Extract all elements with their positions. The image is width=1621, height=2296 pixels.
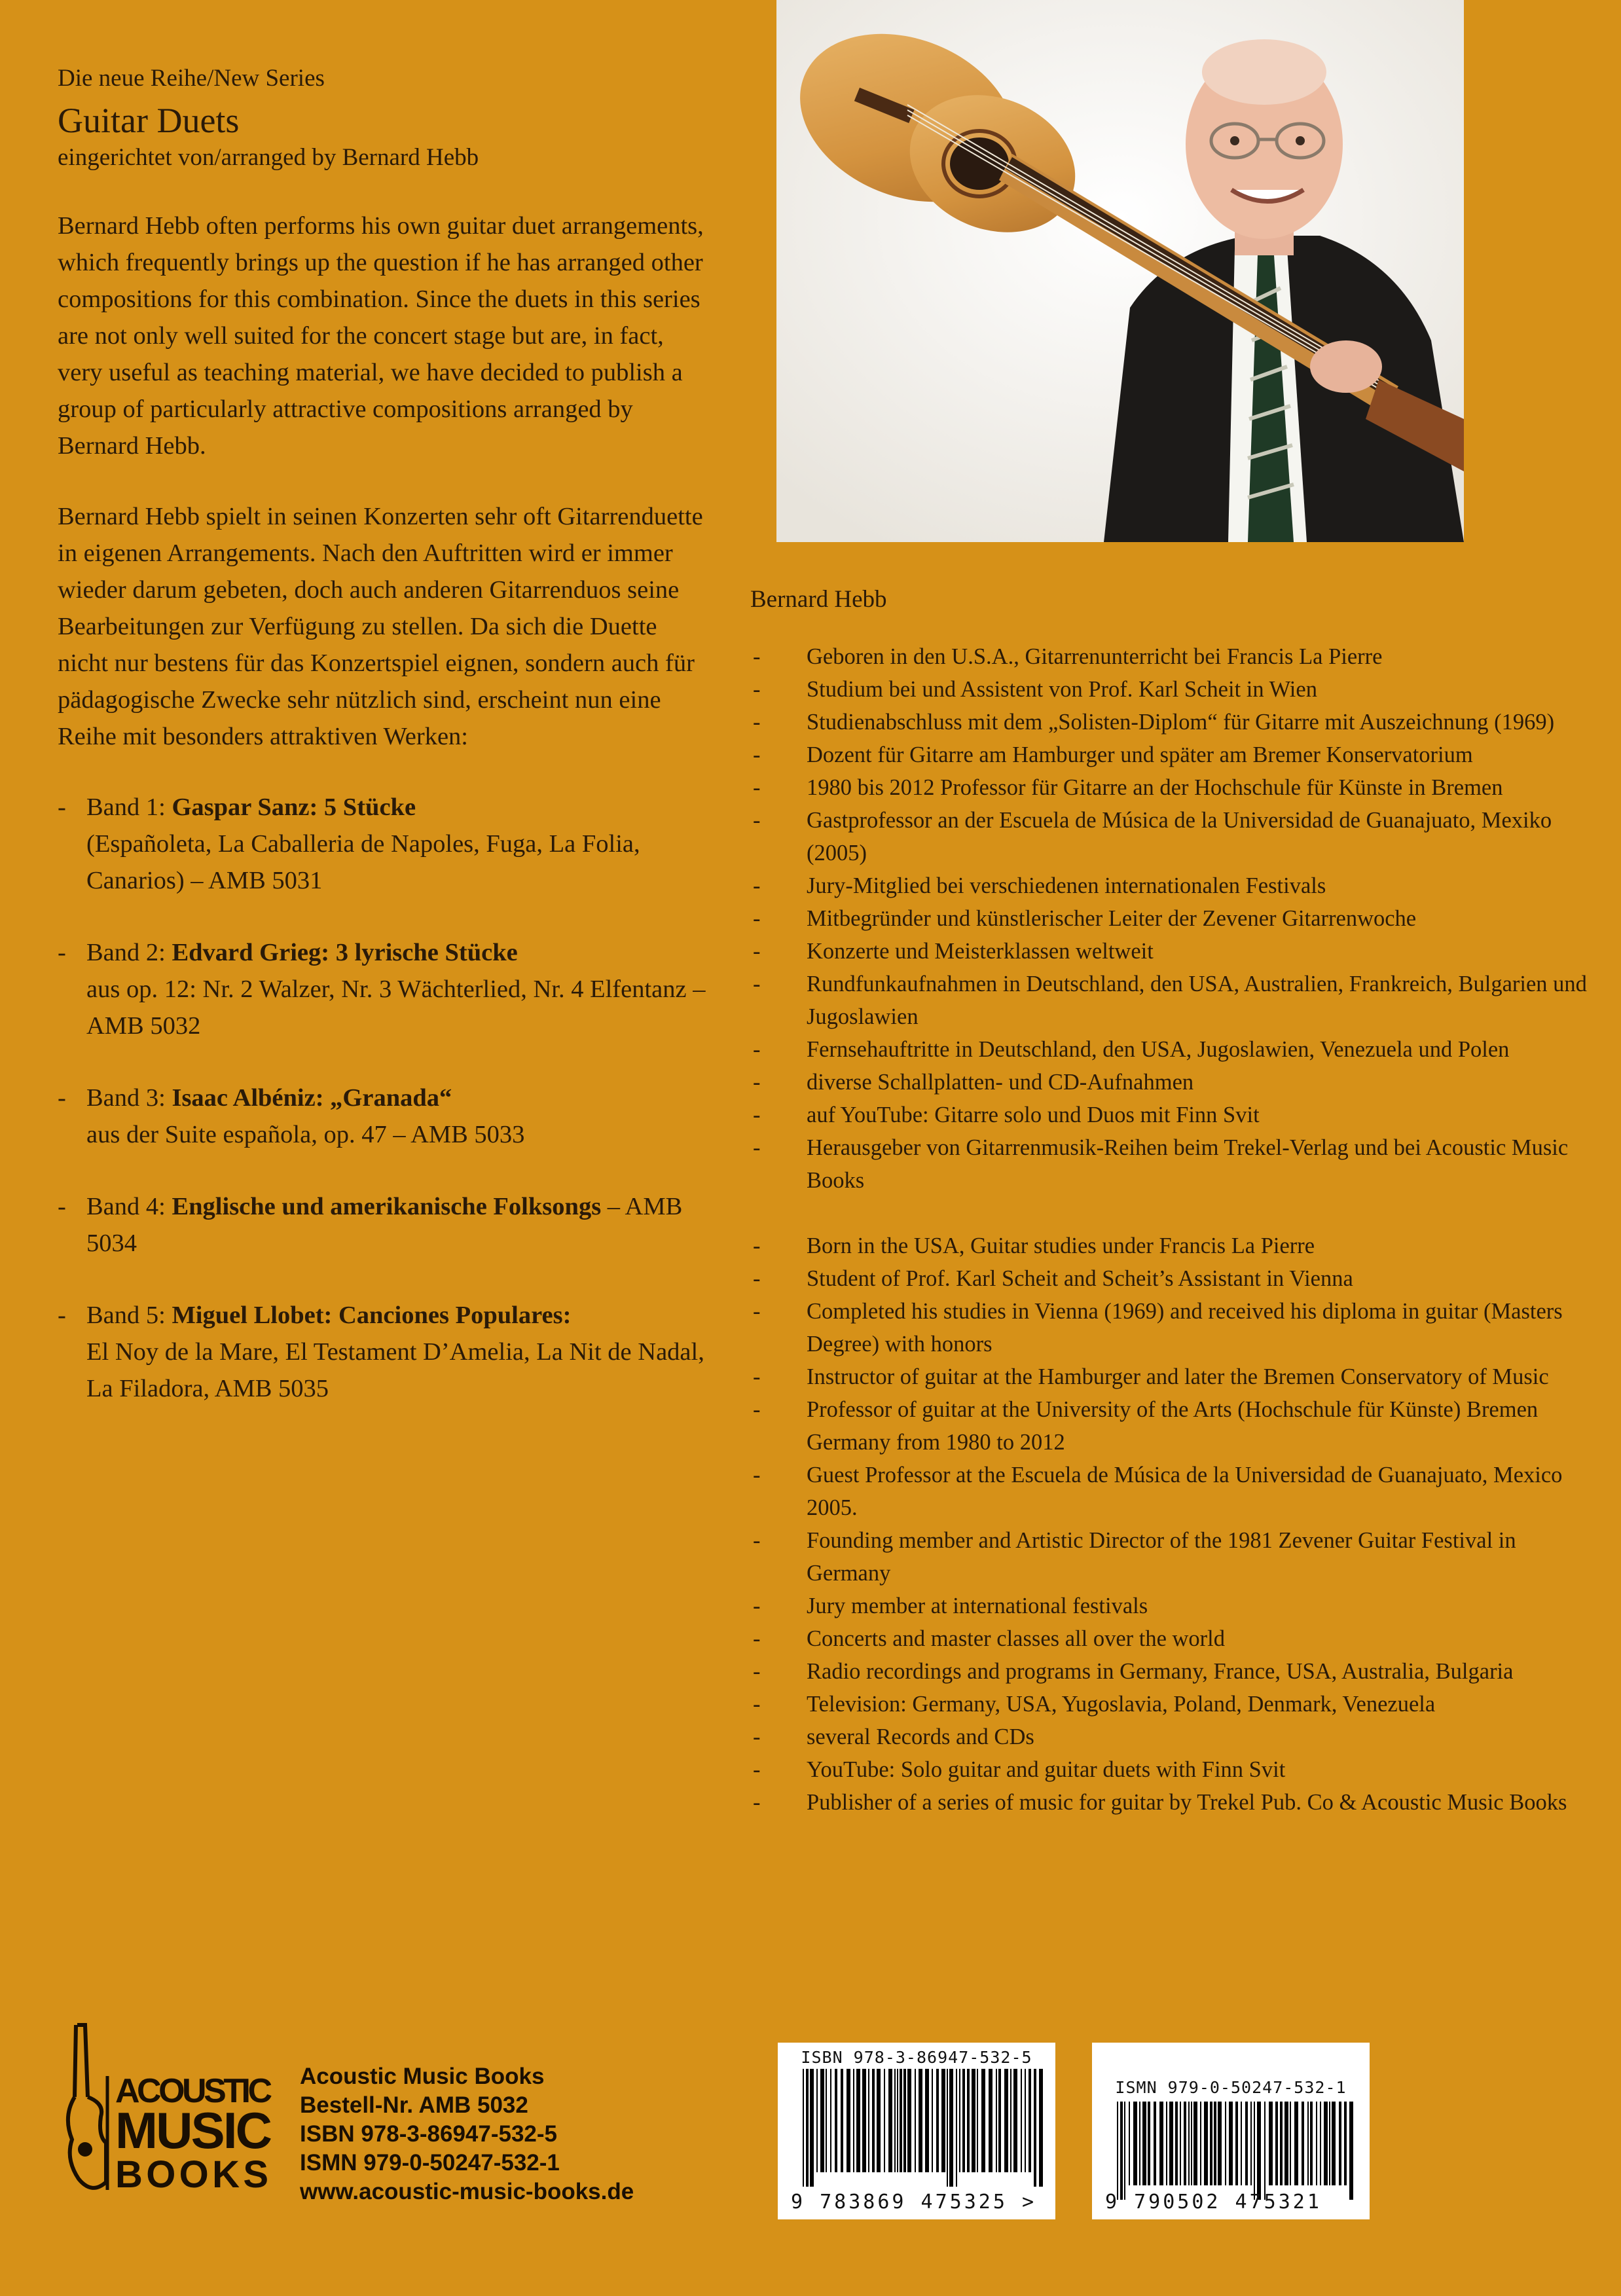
publisher-info bbox=[300, 2062, 634, 2206]
barcode-bar bbox=[1010, 2069, 1011, 2172]
list-item: - Concerts and master classes all over the world bbox=[753, 1626, 1226, 1652]
ismn-barcode-digits: 9 790502 475321 bbox=[1105, 2191, 1322, 2214]
barcode-bar bbox=[1200, 2102, 1201, 2185]
isbn-barcode-digits: 9 783869 475325 > bbox=[791, 2191, 1037, 2214]
list-item: - Founding member and Artistic Director of the 1981 Zevener Guitar Festival in Germany bbox=[753, 1528, 1516, 1586]
list-item: - 1980 bis 2012 Professor für Gitarre an der Hochschule für Künste in Bremen bbox=[753, 775, 1503, 801]
series-label: Die neue Reihe/New Series bbox=[58, 65, 325, 92]
barcode-bar bbox=[1280, 2102, 1283, 2185]
barcode-bar bbox=[816, 2069, 818, 2172]
barcode-bar bbox=[1191, 2102, 1192, 2185]
barcode-bar bbox=[884, 2069, 885, 2172]
band-item: - Band 2: Edvard Grieg: 3 lyrische Stücke aus op. 12: Nr. 2 Walzer, Nr. 3 Wächterlied, Nr. 4 Elfentanz – AMB 5032 bbox=[58, 938, 706, 1040]
barcode-bar bbox=[998, 2069, 1001, 2172]
barcode-bar bbox=[803, 2069, 804, 2187]
barcode-bar bbox=[1188, 2102, 1190, 2185]
barcode-bar bbox=[1257, 2102, 1261, 2200]
barcode-bar bbox=[967, 2069, 970, 2172]
barcode-bar bbox=[936, 2069, 939, 2172]
barcode-bar bbox=[1169, 2102, 1173, 2185]
barcode-bar bbox=[894, 2069, 896, 2172]
barcode-bar bbox=[1316, 2102, 1317, 2185]
barcode-bar bbox=[981, 2069, 985, 2172]
barcode-bar bbox=[1142, 2102, 1146, 2185]
barcode-bar bbox=[959, 2069, 960, 2172]
barcode-bar bbox=[996, 2069, 997, 2172]
list-item: - Television: Germany, USA, Yugoslavia, Poland, Denmark, Venezuela bbox=[753, 1692, 1436, 1717]
publisher-name: Acoustic Music Books bbox=[300, 2064, 545, 2089]
list-item: - Gastprofessor an der Escuela de Música de la Universidad de Guanajuato, Mexiko (2005) bbox=[753, 808, 1552, 866]
barcode-bar bbox=[826, 2069, 827, 2172]
biography bbox=[750, 584, 1595, 1819]
barcode-bar bbox=[1250, 2102, 1252, 2185]
bio-heading: Bernard Hebb bbox=[750, 586, 887, 613]
list-item: - Fernsehauftritte in Deutschland, den USA, Jugoslawien, Venezuela und Polen bbox=[753, 1037, 1510, 1063]
barcode-bar bbox=[907, 2069, 911, 2172]
ismn-text: ISMN 979-0-50247-532-1 bbox=[300, 2150, 560, 2176]
barcode-bar bbox=[853, 2069, 854, 2172]
bio-list-german bbox=[750, 640, 1595, 1197]
barcode-bar bbox=[1124, 2102, 1125, 2200]
barcode-bar bbox=[1275, 2102, 1278, 2185]
barcode-bar bbox=[1166, 2102, 1167, 2185]
band-title: Edvard Grieg: 3 lyrische Stücke bbox=[172, 938, 518, 966]
barcode-bar bbox=[947, 2069, 948, 2187]
list-item: - Mitbegründer und künstlerischer Leiter der Zevener Gitarrenwoche bbox=[753, 906, 1417, 932]
barcode-bar bbox=[1229, 2102, 1233, 2185]
barcode-bar bbox=[1117, 2102, 1118, 2200]
barcode-bar bbox=[1021, 2069, 1022, 2172]
list-item: - Jury member at international festivals bbox=[753, 1594, 1148, 1619]
barcode-bar bbox=[1133, 2102, 1137, 2185]
list-item: - Professor of guitar at the University of the Arts (Hochschule für Künste) Bremen Germany from 1980 to 2012 bbox=[753, 1397, 1539, 1455]
barcode-bar bbox=[941, 2069, 945, 2172]
intro-german: Bernard Hebb spielt in seinen Konzerten sehr oft Gitarrenduette in eigenen Arrangements. Nach den Auftritten wird er immer wieder darum gebeten, doch auch anderen Gitarrenduos seine Bearbeitungen zur Verfügung zu stellen. Da sich die Duette nicht nur bestens für das Konzertspiel eignen, sondern auch für pädagogische Zwecke sehr nützlich sind, erscheint nun eine Reihe mit besonders attraktiven Werken: bbox=[58, 502, 703, 750]
barcode-bar bbox=[1320, 2102, 1321, 2185]
barcode-bar bbox=[1349, 2102, 1353, 2200]
order-number: Bestell-Nr. AMB 5032 bbox=[300, 2092, 528, 2118]
logo-line-3: BOOKS bbox=[115, 2153, 272, 2196]
isbn-barcode bbox=[778, 2043, 1055, 2219]
barcode-bar bbox=[810, 2069, 814, 2187]
band-title: Englische und amerikanische Folksongs bbox=[172, 1192, 602, 1220]
barcode-bar bbox=[1175, 2102, 1178, 2185]
barcode-bar bbox=[868, 2069, 869, 2172]
isbn-bars bbox=[778, 2069, 1055, 2187]
barcode-bar bbox=[1339, 2102, 1341, 2185]
barcode-bar bbox=[856, 2069, 860, 2172]
barcode-bar bbox=[820, 2069, 824, 2172]
list-item: - Completed his studies in Vienna (1969) and received his diploma in guitar (Masters Degree) with honors bbox=[753, 1299, 1563, 1357]
barcode-bar bbox=[1013, 2069, 1017, 2172]
list-item: - Studienabschluss mit dem „Solisten-Diplom“ für Gitarre mit Auszeichnung (1969) bbox=[753, 710, 1555, 735]
barcode-bar bbox=[872, 2069, 875, 2172]
author-photo bbox=[776, 0, 1464, 542]
barcode-bar bbox=[1344, 2102, 1347, 2185]
list-item: - auf YouTube: Gitarre solo und Duos mit Finn Svit bbox=[753, 1102, 1260, 1128]
barcode-bar bbox=[1214, 2102, 1216, 2185]
list-item: - Studium bei und Assistent von Prof. Karl Scheit in Wien bbox=[753, 677, 1317, 702]
barcode-bar bbox=[1290, 2102, 1291, 2185]
list-item: - YouTube: Solo guitar and guitar duets with Finn Svit bbox=[753, 1757, 1286, 1783]
barcode-bar bbox=[1218, 2102, 1222, 2185]
barcode-bar bbox=[1307, 2102, 1309, 2185]
list-item: - Konzerte und Meisterklassen weltweit bbox=[753, 939, 1154, 964]
list-item: - Rundfunkaufnahmen in Deutschland, den USA, Australien, Frankreich, Bulgarien und Jugoslawien bbox=[753, 972, 1587, 1030]
guitar-logo-icon bbox=[65, 2018, 282, 2202]
publisher-logo bbox=[65, 2018, 282, 2202]
publisher-url[interactable]: www.acoustic-music-books.de bbox=[300, 2179, 634, 2204]
ismn-bars bbox=[1092, 2102, 1370, 2200]
barcode-bar bbox=[1180, 2102, 1181, 2185]
bio-list-english bbox=[750, 1230, 1595, 1819]
barcode-bar bbox=[1294, 2102, 1298, 2185]
barcode-bar bbox=[915, 2069, 916, 2172]
arranged-by: eingerichtet von/arranged by Bernard Hebb bbox=[58, 143, 479, 171]
barcode-bar bbox=[1269, 2102, 1273, 2185]
barcode-bar bbox=[925, 2069, 929, 2172]
barcode-bar bbox=[962, 2069, 965, 2172]
barcode-bar bbox=[1241, 2102, 1242, 2185]
list-item: - Publisher of a series of music for guitar by Trekel Pub. Co & Acoustic Music Books bbox=[753, 1790, 1567, 1815]
left-column bbox=[58, 63, 706, 1442]
barcode-bar bbox=[1310, 2102, 1313, 2185]
barcode-bar bbox=[877, 2069, 881, 2172]
band-title: Miguel Llobet: Canciones Populares: bbox=[172, 1301, 572, 1329]
list-item: - Jury-Mitglied bei verschiedenen internationalen Festivals bbox=[753, 873, 1326, 899]
list-item: - Geboren in den U.S.A., Gitarrenunterricht bei Francis La Pierre bbox=[753, 644, 1383, 670]
barcode-bar bbox=[1235, 2102, 1238, 2185]
list-item: - Student of Prof. Karl Scheit and Scheit’s Assistant in Vienna bbox=[753, 1266, 1353, 1292]
band-title: Isaac Albéniz: „Granada“ bbox=[172, 1084, 452, 1112]
barcode-bar bbox=[1148, 2102, 1150, 2185]
barcode-bar bbox=[841, 2069, 843, 2172]
book-title: Guitar Duets bbox=[58, 101, 240, 141]
list-item: - Herausgeber von Gitarrenmusik-Reihen beim Trekel-Verlag und bei Acoustic Music Books bbox=[753, 1135, 1569, 1194]
barcode-bar bbox=[903, 2069, 906, 2172]
barcode-bar bbox=[1139, 2102, 1140, 2185]
barcode-bar bbox=[1120, 2102, 1123, 2200]
barcode-bar bbox=[1264, 2102, 1266, 2200]
barcode-bar bbox=[830, 2069, 831, 2172]
logo-line-1: ACOUSTIC bbox=[115, 2072, 272, 2110]
barcode-bar bbox=[835, 2069, 837, 2172]
band-list bbox=[58, 789, 706, 1407]
barcode-bar bbox=[847, 2069, 850, 2172]
barcode-bar bbox=[1025, 2069, 1026, 2172]
barcode-bar bbox=[1210, 2102, 1212, 2185]
list-item: - diverse Schallplatten- und CD-Aufnahmen bbox=[753, 1070, 1194, 1095]
list-item: - Dozent für Gitarre am Hamburger und später am Bremer Konservatorium bbox=[753, 742, 1473, 768]
barcode-bar bbox=[862, 2069, 866, 2172]
barcode-bar bbox=[956, 2069, 957, 2187]
intro-english: Bernard Hebb often performs his own guitar duet arrangements, which frequently brings up the question if he has arranged other compositions for this combination. Since the duets in this series are not only well suited for the concert stage but are, in fact, very useful as teaching material, we have decided to publish a group of particularly attractive compositions arranged by Bernard Hebb. bbox=[58, 211, 704, 460]
barcode-bar bbox=[888, 2069, 892, 2172]
barcode-bar bbox=[1154, 2102, 1156, 2185]
barcode-bar bbox=[1245, 2102, 1248, 2185]
barcode-bar bbox=[1184, 2102, 1186, 2185]
barcode-bar bbox=[919, 2069, 922, 2172]
barcode-bar bbox=[989, 2069, 993, 2172]
list-item: - Radio recordings and programs in Germany, France, USA, Australia, Bulgaria bbox=[753, 1659, 1514, 1685]
barcode-bar bbox=[1302, 2102, 1304, 2185]
logo-line-2: MUSIC bbox=[115, 2102, 272, 2159]
barcode-bar bbox=[1029, 2069, 1031, 2172]
barcode-bar bbox=[949, 2069, 953, 2187]
barcode-bar bbox=[1039, 2069, 1043, 2187]
band-item: - Band 3: Isaac Albéniz: „Granada“ aus der Suite española, op. 47 – AMB 5033 bbox=[58, 1084, 525, 1148]
barcode-bar bbox=[972, 2069, 975, 2172]
barcode-bar bbox=[1129, 2102, 1130, 2185]
barcode-bar bbox=[1004, 2069, 1008, 2172]
barcode-bar bbox=[1324, 2102, 1328, 2185]
ismn-barcode-label: ISMN 979-0-50247-532-1 bbox=[1115, 2078, 1347, 2097]
barcode-bar bbox=[1329, 2102, 1330, 2185]
band-item: - Band 1: Gaspar Sanz: 5 Stücke (Españoleta, La Caballeria de Napoles, Fuga, La Folia, Canarios) – AMB 5031 bbox=[58, 793, 640, 894]
band-item: - Band 4: Englische und amerikanische Folksongs – AMB 5034 bbox=[58, 1192, 683, 1257]
ismn-barcode bbox=[1092, 2043, 1370, 2219]
list-item: - Instructor of guitar at the Hamburger and later the Bremen Conservatory of Music bbox=[753, 1364, 1549, 1390]
barcode-bar bbox=[1254, 2102, 1255, 2200]
barcode-bar bbox=[1193, 2102, 1197, 2185]
guitarist-illustration bbox=[776, 0, 1464, 542]
isbn-barcode-label: ISBN 978-3-86947-532-5 bbox=[801, 2048, 1032, 2067]
barcode-bar bbox=[977, 2069, 978, 2172]
barcode-bar bbox=[1225, 2102, 1226, 2185]
barcode-bar bbox=[1284, 2102, 1288, 2185]
isbn-text: ISBN 978-3-86947-532-5 bbox=[300, 2121, 558, 2147]
barcode-bar bbox=[1204, 2102, 1208, 2185]
list-item: - Guest Professor at the Escuela de Música de la Universidad de Guanajuato, Mexico 2005. bbox=[753, 1463, 1563, 1521]
barcode-bar bbox=[806, 2069, 809, 2187]
barcode-bar bbox=[1159, 2102, 1163, 2185]
barcode-bar bbox=[1034, 2069, 1036, 2187]
barcode-bar bbox=[900, 2069, 902, 2172]
band-title: Gaspar Sanz: 5 Stücke bbox=[172, 793, 416, 821]
barcode-bar bbox=[897, 2069, 898, 2172]
list-item: - several Records and CDs bbox=[753, 1724, 1034, 1750]
barcode-bar bbox=[1332, 2102, 1336, 2185]
list-item: - Born in the USA, Guitar studies under Francis La Pierre bbox=[753, 1233, 1315, 1259]
barcode-bar bbox=[932, 2069, 933, 2172]
band-item: - Band 5: Miguel Llobet: Canciones Populares: El Noy de la Mare, El Testament D’Amelia, La Nit de Nadal, La Filadora, AMB 5035 bbox=[58, 1301, 704, 1402]
